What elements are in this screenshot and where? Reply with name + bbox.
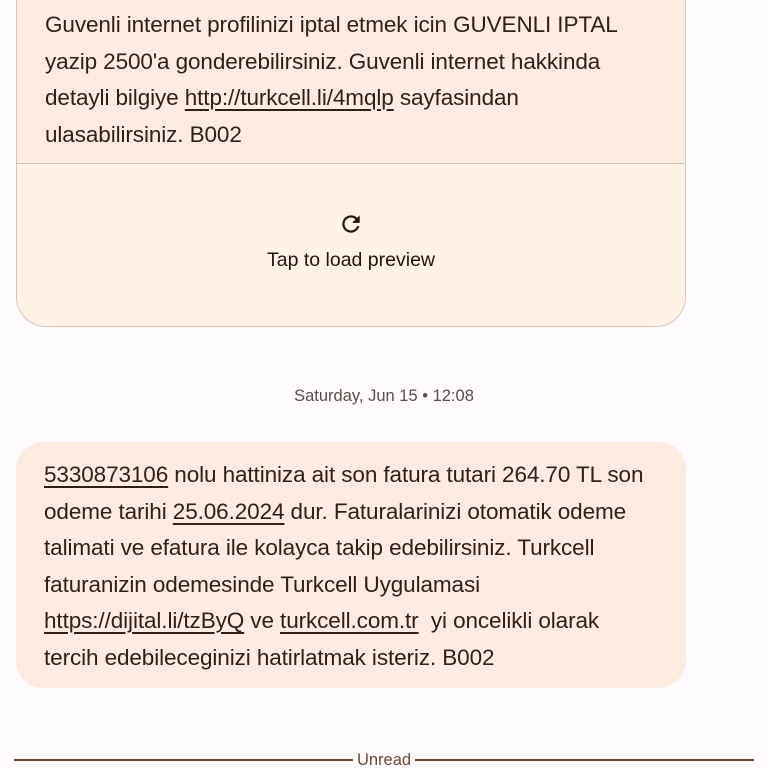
message-text-part: dur. Faturalarinizi otomatik odeme talimati ve efatura ile kolayca takip edebilirsiniz. Turkcell faturanizin odemesinde Turkcell Uygulamasi <box>44 498 627 597</box>
message-text <box>44 457 658 676</box>
message-timestamp: Saturday, Jun 15 • 12:08 <box>294 387 474 405</box>
message-text <box>45 7 657 153</box>
message-text-part: Guvenli internet profilinizi iptal etmek icin GUVENLI IPTAL yazip 2500'a gonderebilirsiniz. Guvenli internet hakkinda detayli bilgiye <box>45 12 617 110</box>
link-turkcell-li[interactable]: http://turkcell.li/4mqlp <box>184 85 394 110</box>
message-text-part: yi oncelikli olarak tercih edebileceginizi hatirlatmak isteriz. B002 <box>44 608 606 670</box>
message-bubble-with-preview[interactable] <box>16 0 686 327</box>
divider-line-left <box>14 759 353 762</box>
message-text-part: ve <box>244 608 281 633</box>
message-bubble[interactable] <box>16 442 686 688</box>
message-text-part: nolu hattiniza ait son fatura tutari 264.70 TL son odeme tarihi <box>44 462 644 524</box>
divider-line-right <box>415 759 754 762</box>
unread-label: Unread <box>356 751 412 768</box>
link-phone-number[interactable]: 5330873106 <box>44 462 169 487</box>
message-body <box>17 0 685 164</box>
link-dijital-li[interactable]: https://dijital.li/tzByQ <box>44 608 245 633</box>
load-preview-label: Tap to load preview <box>266 248 436 271</box>
load-preview-button[interactable] <box>17 164 685 326</box>
link-turkcell-site[interactable]: turkcell.com.tr <box>280 608 419 633</box>
message-text-part: sayfasindan ulasabilirsiniz. B002 <box>45 85 519 147</box>
link-date[interactable]: 25.06.2024 <box>172 498 285 524</box>
refresh-icon <box>338 211 364 237</box>
unread-divider <box>14 750 754 768</box>
